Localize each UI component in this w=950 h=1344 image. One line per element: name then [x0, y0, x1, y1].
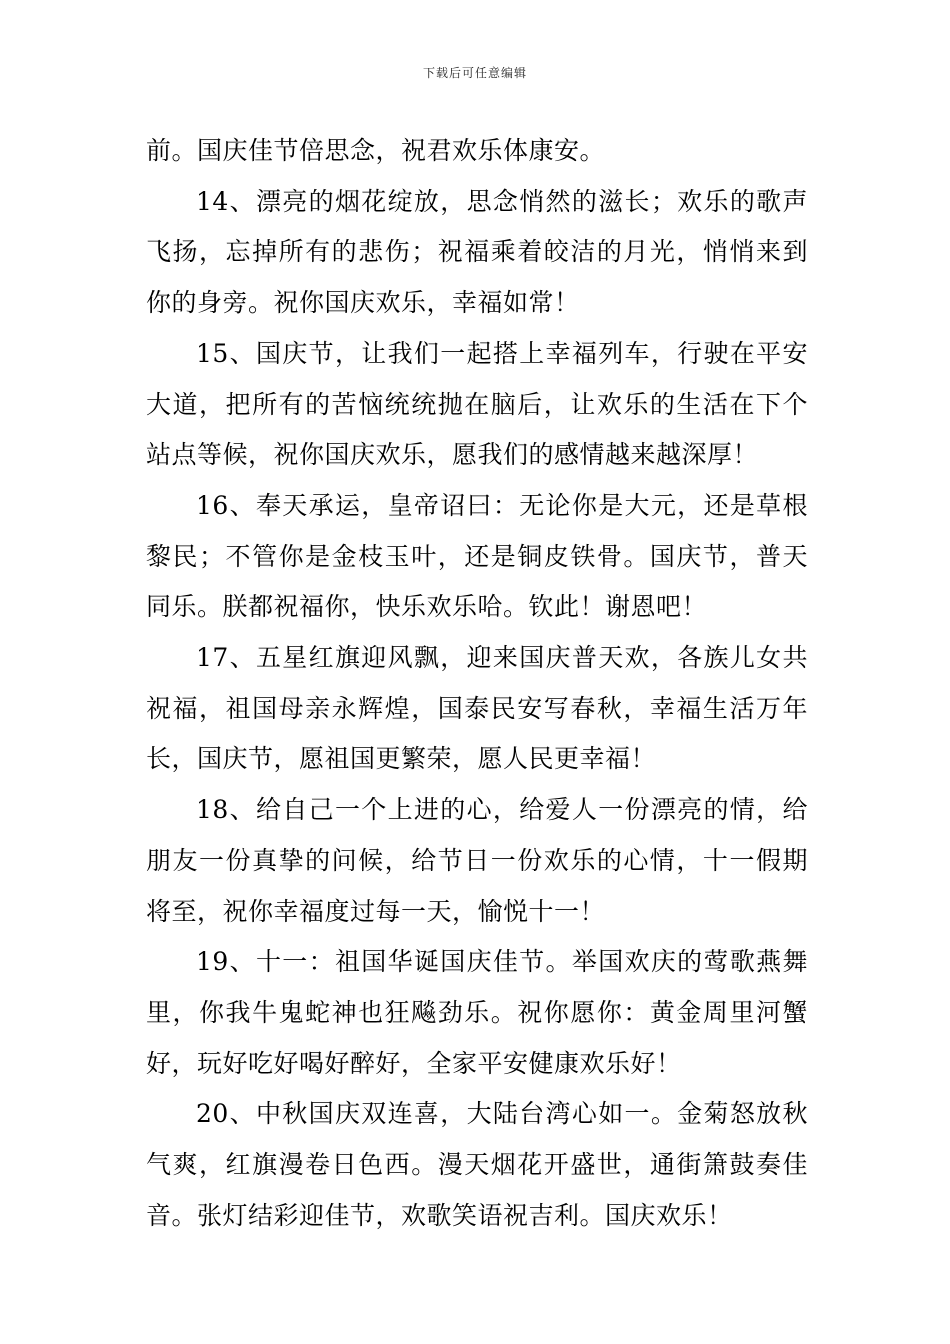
header-note: 下载后可任意编辑: [422, 66, 527, 80]
paragraph-continued: 前。国庆佳节倍思念，祝君欢乐体康安。: [146, 136, 606, 165]
paragraph-16: 16、奉天承运，皇帝诏曰：无论你是大元，还是草根黎民；不管你是金枝玉叶，还是铜皮铁骨。国庆节，普天同乐。朕都祝福你，快乐欢乐哈。钦此！谢恩吧！: [146, 490, 808, 622]
paragraph-20: 20、中秋国庆双连喜，大陆台湾心如一。金菊怒放秋气爽，红旗漫卷日色西。漫天烟花开盛世，通街箫鼓奏佳音。张灯结彩迎佳节，欢歌笑语祝吉利。国庆欢乐！: [146, 1099, 808, 1230]
paragraph-17: 17、五星红旗迎风飘，迎来国庆普天欢，各族儿女共祝福，祖国母亲永辉煌，国泰民安写春秋，幸福生活万年长，国庆节，愿祖国更繁荣，愿人民更幸福！: [146, 643, 808, 774]
paragraph-15: 15、国庆节，让我们一起搭上幸福列车，行驶在平安大道，把所有的苦恼统统抛在脑后，让欢乐的生活在下个站点等候，祝你国庆欢乐，愿我们的感情越来越深厚！: [146, 338, 808, 470]
paragraph-18: 18、给自己一个上进的心，给爱人一份漂亮的情，给朋友一份真挚的问候，给节日一份欢乐的心情，十一假期将至，祝你幸福度过每一天，愉悦十一！: [146, 795, 808, 926]
paragraph-19: 19、十一：祖国华诞国庆佳节。举国欢庆的莺歌燕舞里，你我牛鬼蛇神也狂飚劲乐。祝你愿你：黄金周里河蟹好，玩好吃好喝好醉好，全家平安健康欢乐好！: [146, 947, 808, 1078]
paragraph-14: 14、漂亮的烟花绽放，思念悄然的滋长；欢乐的歌声飞扬，忘掉所有的悲伤；祝福乘着皎洁的月光，悄悄来到你的身旁。祝你国庆欢乐，幸福如常！: [146, 186, 808, 318]
document-body: [146, 126, 808, 1241]
